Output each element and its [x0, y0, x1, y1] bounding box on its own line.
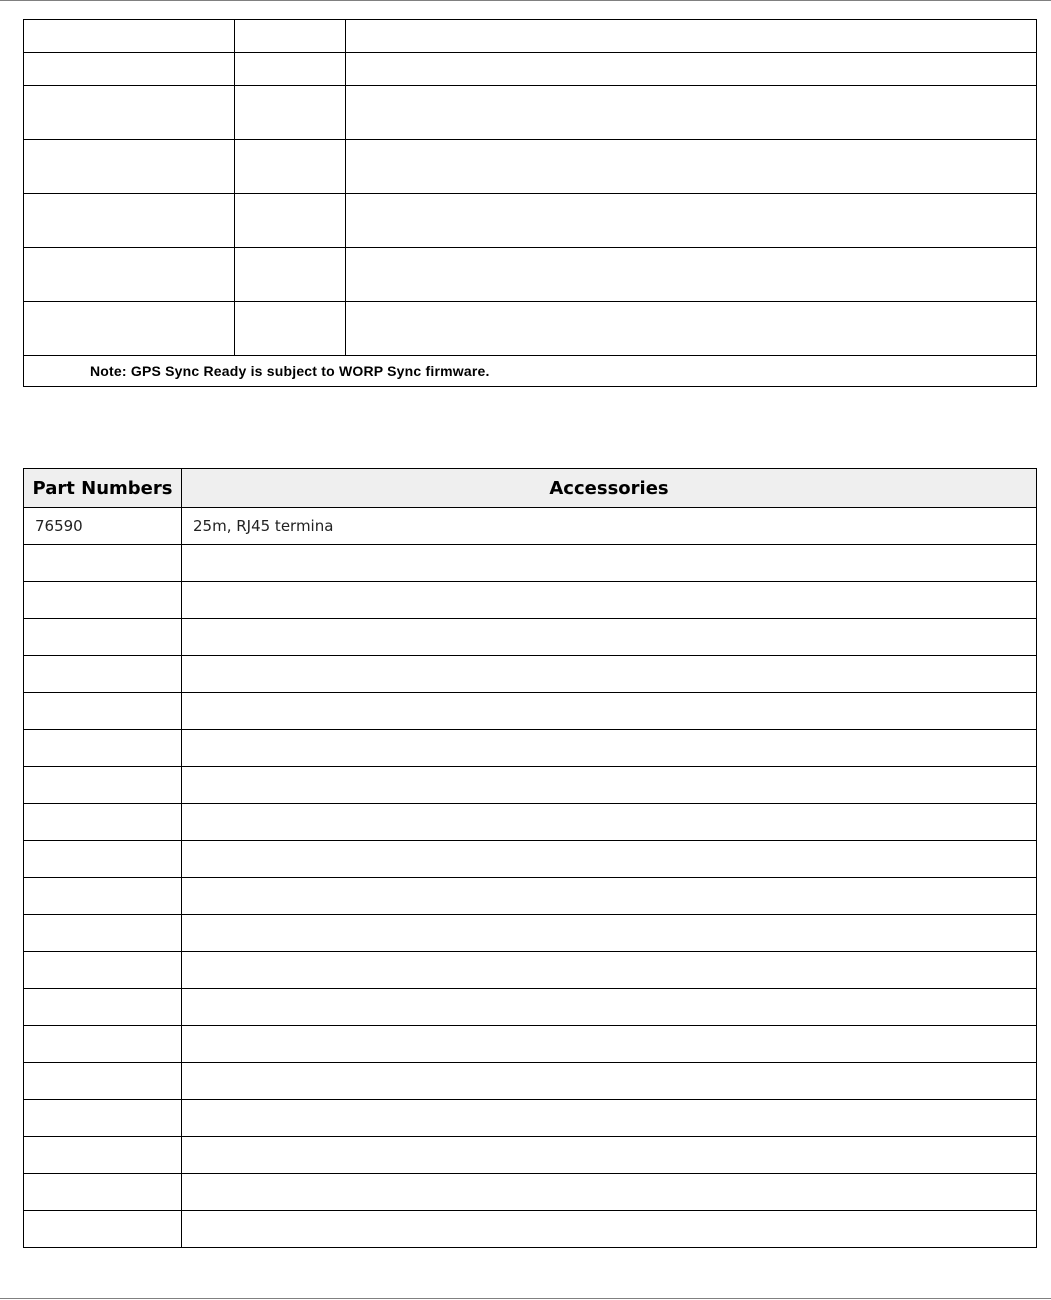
accessory-cell: [182, 952, 1037, 989]
part-number-cell: [24, 1100, 182, 1137]
gps-sync-note: Note: GPS Sync Ready is subject to WORP Sync firmware.: [24, 356, 1037, 387]
part-number-cell: 76590: [24, 508, 182, 545]
table-row: [24, 86, 1037, 140]
table-row: [24, 302, 1037, 356]
table-cell: [24, 302, 235, 356]
table-row: [24, 508, 1037, 545]
table-cell: [235, 194, 346, 248]
accessory-cell: [182, 582, 1037, 619]
table-cell: [346, 53, 1037, 86]
table-row: [24, 545, 1037, 582]
part-number-cell: [24, 804, 182, 841]
table-cell: [24, 248, 235, 302]
part-number-cell: [24, 656, 182, 693]
spec-table: [23, 19, 1037, 387]
table-cell: [24, 194, 235, 248]
table-cell: [235, 302, 346, 356]
table-row: [24, 1026, 1037, 1063]
part-number-cell: [24, 915, 182, 952]
table-row: [24, 1174, 1037, 1211]
table-row: [24, 878, 1037, 915]
header-part-numbers: Part Numbers: [24, 469, 182, 508]
accessory-cell: [182, 693, 1037, 730]
accessories-table: [23, 468, 1037, 1248]
note-row: [24, 356, 1037, 387]
table-row: [24, 20, 1037, 53]
accessory-cell: [182, 915, 1037, 952]
bottom-rule: [0, 1298, 1051, 1299]
header-accessories: Accessories: [182, 469, 1037, 508]
table-row: [24, 767, 1037, 804]
part-number-cell: [24, 582, 182, 619]
table-row: [24, 53, 1037, 86]
table-cell: [346, 20, 1037, 53]
table-cell: [24, 53, 235, 86]
table-cell: [346, 248, 1037, 302]
table-cell: [24, 140, 235, 194]
part-number-cell: [24, 1174, 182, 1211]
table-row: [24, 915, 1037, 952]
table-cell: [346, 86, 1037, 140]
accessory-cell: [182, 1063, 1037, 1100]
accessory-cell: [182, 730, 1037, 767]
table-cell: [235, 140, 346, 194]
table-row: [24, 194, 1037, 248]
table-header-row: [24, 469, 1037, 508]
part-number-cell: [24, 767, 182, 804]
accessory-cell: [182, 619, 1037, 656]
part-number-cell: [24, 730, 182, 767]
accessory-cell: [182, 1100, 1037, 1137]
table-row: [24, 989, 1037, 1026]
table-cell: [235, 53, 346, 86]
part-number-cell: [24, 619, 182, 656]
table-row: [24, 1137, 1037, 1174]
accessory-cell: [182, 878, 1037, 915]
part-number-cell: [24, 1026, 182, 1063]
accessory-cell: [182, 804, 1037, 841]
accessory-cell: [182, 841, 1037, 878]
accessory-cell: [182, 1211, 1037, 1248]
accessory-cell: [182, 989, 1037, 1026]
table-row: [24, 952, 1037, 989]
accessory-cell: [182, 1137, 1037, 1174]
table-cell: [24, 20, 235, 53]
table-cell: [24, 86, 235, 140]
table-cell: [346, 302, 1037, 356]
accessory-cell: 25m, RJ45 termina: [182, 508, 1037, 545]
table-row: [24, 1063, 1037, 1100]
part-number-cell: [24, 878, 182, 915]
table-cell: [346, 194, 1037, 248]
accessory-cell: [182, 1174, 1037, 1211]
table-row: [24, 582, 1037, 619]
table-row: [24, 1100, 1037, 1137]
part-number-cell: [24, 1063, 182, 1100]
table-row: [24, 140, 1037, 194]
part-number-cell: [24, 952, 182, 989]
part-number-cell: [24, 693, 182, 730]
part-number-cell: [24, 1137, 182, 1174]
top-rule: [0, 0, 1051, 1]
table-row: [24, 804, 1037, 841]
table-row: [24, 693, 1037, 730]
table-cell: [346, 140, 1037, 194]
part-number-cell: [24, 1211, 182, 1248]
table-cell: [235, 20, 346, 53]
part-number-cell: [24, 545, 182, 582]
accessory-cell: [182, 656, 1037, 693]
table-row: [24, 656, 1037, 693]
table-row: [24, 841, 1037, 878]
table-row: [24, 730, 1037, 767]
part-number-cell: [24, 841, 182, 878]
table-cell: [235, 248, 346, 302]
accessory-cell: [182, 1026, 1037, 1063]
accessory-cell: [182, 767, 1037, 804]
table-row: [24, 248, 1037, 302]
part-number-cell: [24, 989, 182, 1026]
table-cell: [235, 86, 346, 140]
accessory-cell: [182, 545, 1037, 582]
table-row: [24, 1211, 1037, 1248]
table-row: [24, 619, 1037, 656]
